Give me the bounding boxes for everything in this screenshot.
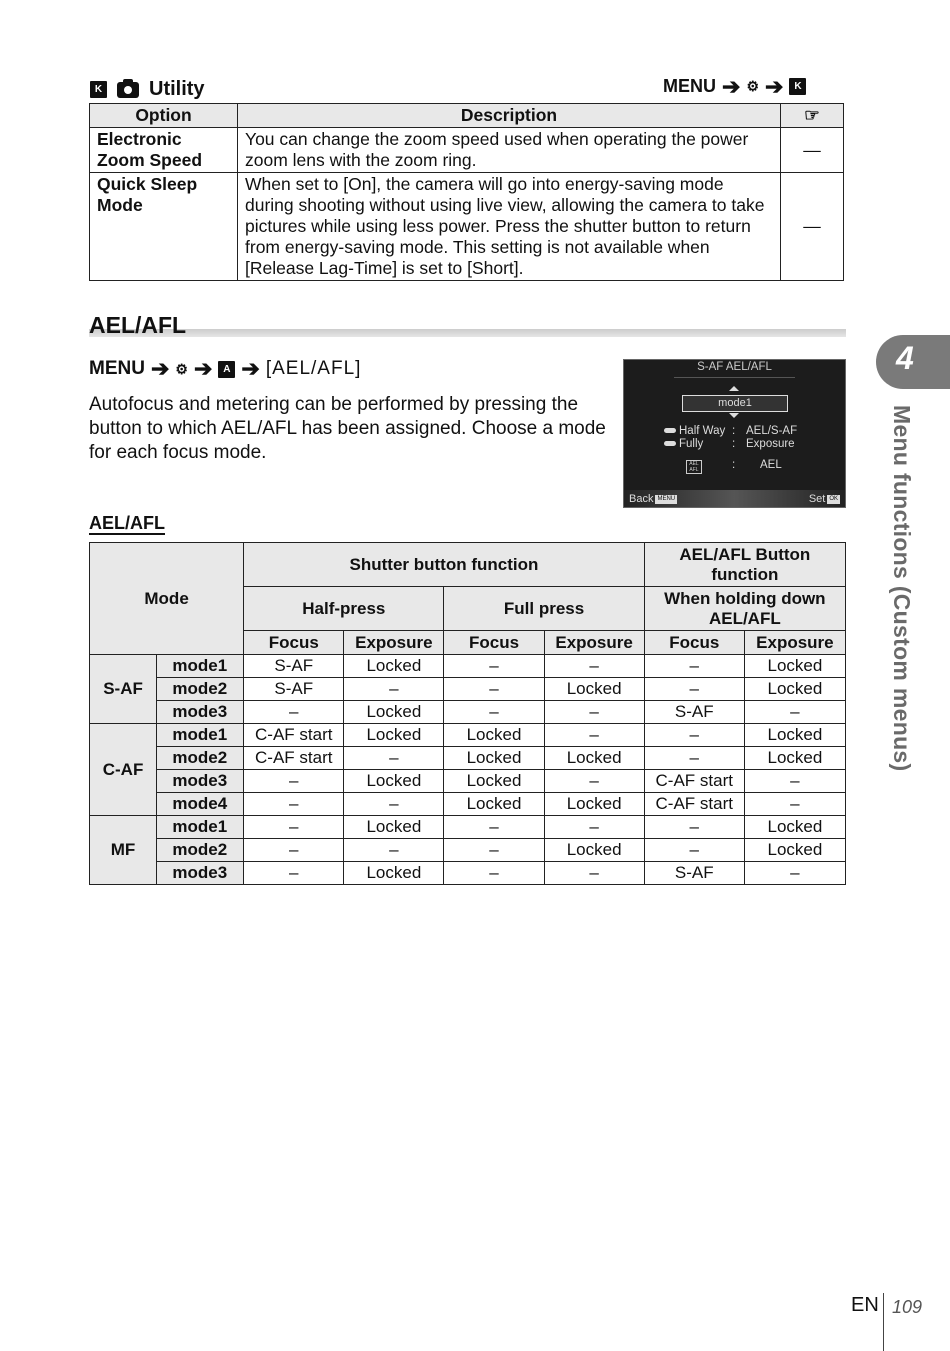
table-row [90,655,846,678]
section-body: Autofocus and metering can be performed by pressing the button to which AEL/AFL has been assigned. Choose a mode for each focus mode. [89,394,606,463]
exposure-header: Exposure [344,631,444,655]
table-cell: – [544,862,644,885]
full-press-header: Full press [444,587,644,631]
mode-header: Mode [90,543,244,655]
table-cell: – [244,701,344,724]
option-name: Quick Sleep Mode [90,173,238,281]
table-cell: Locked [744,678,845,701]
table-cell: Locked [444,793,544,816]
table-cell: Locked [544,793,644,816]
table-cell: Locked [344,862,444,885]
menu-item-name: [AEL/AFL] [265,358,362,379]
table-cell: Locked [344,770,444,793]
button-function-header: AEL/AFL Button function [644,543,845,587]
table-cell: C-AF start [644,793,744,816]
option-name: Electronic Zoom Speed [90,128,238,173]
table-row [90,724,846,747]
option-ref: — [781,128,844,173]
table-cell: – [544,816,644,839]
table-cell: Locked [444,747,544,770]
section-menu-path [89,358,361,380]
language-label: EN [851,1294,879,1316]
focus-header: Focus [644,631,744,655]
table-cell: Locked [444,770,544,793]
table-cell: Locked [544,678,644,701]
triangle-down-icon [729,413,739,418]
back-button[interactable] [629,493,677,505]
half-way-label: Half Way [679,425,726,437]
utility-header [90,78,205,101]
set-label: Set [808,493,826,505]
menu-label: MENU [89,358,145,379]
mode-label: mode3 [157,862,244,885]
k-icon: K [789,78,806,95]
chapter-title: Menu functions (Custom menus) [889,405,915,772]
table-cell: Locked [344,655,444,678]
menu-button-icon: MENU [657,495,676,502]
table-cell: S-AF [244,678,344,701]
table-cell: – [744,793,845,816]
table-cell: Locked [744,724,845,747]
ael-afl-table [89,542,846,885]
chapter-number: 4 [896,340,914,376]
table-cell: Locked [544,747,644,770]
table-cell: – [744,701,845,724]
table-cell: – [644,655,744,678]
camera-screen [623,359,846,508]
focus-header: Focus [244,631,344,655]
a-icon: A [218,361,235,378]
option-ref: — [781,173,844,281]
k-icon: K [90,81,107,98]
page-number: 109 [892,1297,923,1317]
table-row [90,128,844,173]
table-cell: – [244,839,344,862]
table-cell: – [744,770,845,793]
focus-mode-group: MF [90,816,157,885]
table-cell: – [644,816,744,839]
arrow-right-icon: ➔ [150,356,170,381]
focus-mode-group: S-AF [90,655,157,724]
fully-value: Exposure [746,438,795,450]
header-menu-path [663,73,806,99]
focus-mode-group: C-AF [90,724,157,816]
arrow-right-icon: ➔ [765,73,784,99]
table-cell: – [544,655,644,678]
mode-label: mode2 [157,839,244,862]
arrow-right-icon: ➔ [722,73,741,99]
section-title: AEL/AFL [89,312,187,338]
exposure-header: Exposure [544,631,644,655]
ael-table-title: AEL/AFL [89,513,165,533]
ael-value: AEL [760,459,782,471]
table-row [90,816,846,839]
fully-row [664,438,703,450]
menu-label: MENU [663,76,716,96]
arrow-right-icon: ➔ [241,356,260,381]
shutter-button-icon [664,428,676,433]
option-description: You can change the zoom speed used when operating the power zoom lens with the zoom ring. [238,128,781,173]
option-description: When set to [On], the camera will go into energy-saving mode during shooting without using live view, allowing the camera to take pictures while using less power. Press the shutter button to return from energy-saving mode. This setting is not available when [Release Lag-Time] is set to [Short]. [238,173,781,281]
mode-label: mode3 [157,701,244,724]
back-label: Back [629,493,654,505]
table-cell: – [444,862,544,885]
table-row [90,701,846,724]
table-cell: – [344,839,444,862]
fully-label: Fully [679,438,704,450]
table-cell: – [644,747,744,770]
holding-header: When holding down AEL/AFL [644,587,845,631]
footer-divider [883,1293,884,1351]
table-row [90,747,846,770]
table-row [90,839,846,862]
table-row [90,770,846,793]
table-cell: – [544,701,644,724]
screen-title: S-AF AEL/AFL [697,361,772,373]
table-cell: S-AF [644,701,744,724]
focus-header: Focus [444,631,544,655]
table-row [90,173,844,281]
utility-table [89,103,844,281]
table-row [90,793,846,816]
description-header: Description [238,104,781,128]
table-cell: – [544,724,644,747]
shutter-button-icon [664,441,676,446]
table-cell: – [244,770,344,793]
table-cell: – [444,839,544,862]
table-cell: C-AF start [244,747,344,770]
table-cell: S-AF [644,862,744,885]
exposure-header: Exposure [744,631,845,655]
colon: : [732,425,736,437]
set-button[interactable] [809,493,840,505]
colon: : [732,438,736,450]
table-cell: Locked [744,839,845,862]
table-cell: – [444,655,544,678]
table-cell: Locked [344,701,444,724]
table-row [90,862,846,885]
table-cell: – [244,862,344,885]
table-cell: – [344,678,444,701]
camera-icon [117,82,139,98]
table-cell: – [444,816,544,839]
table-cell: C-AF start [644,770,744,793]
table-cell: – [644,678,744,701]
screen-divider [674,377,795,378]
table-cell: – [744,862,845,885]
table-cell: – [244,816,344,839]
mode-label: mode2 [157,747,244,770]
option-header: Option [90,104,238,128]
table-cell: C-AF start [244,724,344,747]
table-cell: – [444,678,544,701]
mode-label: mode3 [157,770,244,793]
utility-title: Utility [149,78,205,100]
table-cell: – [644,724,744,747]
table-cell: – [244,793,344,816]
mode-label: mode4 [157,793,244,816]
section-rule [89,329,846,337]
ael-afl-icon: AEL AFL [686,460,702,474]
gear-icon: ⚙ [175,360,188,377]
table-cell: – [544,770,644,793]
table-cell: Locked [444,724,544,747]
gear-icon: ⚙ [746,78,759,94]
triangle-up-icon [729,386,739,391]
table-cell: Locked [344,724,444,747]
colon: : [732,459,736,471]
half-way-row [664,425,725,437]
table-cell: Locked [344,816,444,839]
table-row [90,678,846,701]
table-cell: S-AF [244,655,344,678]
mode-label: mode1 [157,724,244,747]
table-cell: Locked [544,839,644,862]
table-cell: – [344,793,444,816]
arrow-right-icon: ➔ [193,356,213,381]
table-cell: – [444,701,544,724]
half-way-value: AEL/S-AF [746,425,798,437]
table-cell: – [644,839,744,862]
screen-mode-selector[interactable]: mode1 [682,395,788,412]
mode-label: mode2 [157,678,244,701]
mode-label: mode1 [157,655,244,678]
shutter-function-header: Shutter button function [244,543,645,587]
table-cell: Locked [744,655,845,678]
table-cell: Locked [744,747,845,770]
table-cell: Locked [744,816,845,839]
table-cell: – [344,747,444,770]
ok-button-icon: OK [829,495,838,502]
reference-icon: ☞ [781,104,844,128]
half-press-header: Half-press [244,587,444,631]
mode-label: mode1 [157,816,244,839]
